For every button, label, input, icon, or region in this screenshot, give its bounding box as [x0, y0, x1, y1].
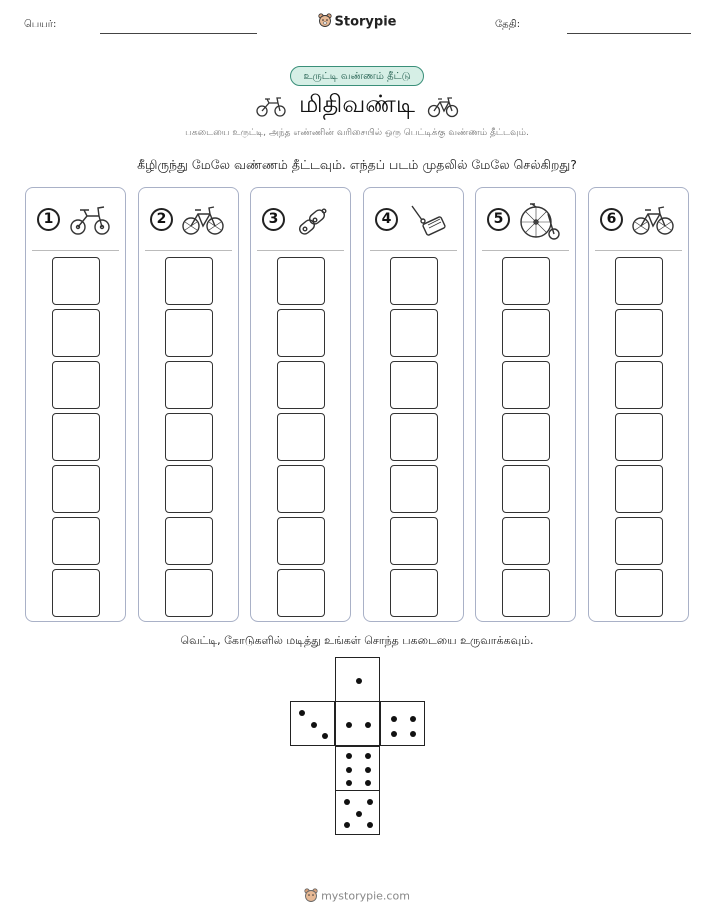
- color-box[interactable]: [165, 361, 213, 409]
- dice-pip: [356, 811, 362, 817]
- brand-logo: [0, 13, 714, 31]
- color-box[interactable]: [165, 517, 213, 565]
- color-box[interactable]: [390, 413, 438, 461]
- bicycle-icon: [631, 202, 675, 242]
- divider: [595, 250, 682, 251]
- dice-pip: [346, 767, 352, 773]
- dice-pip: [346, 780, 352, 786]
- penny-farthing-icon: [518, 202, 562, 246]
- color-box[interactable]: [277, 569, 325, 617]
- dice-pip: [367, 822, 373, 828]
- color-box[interactable]: [390, 465, 438, 513]
- dice-pip: [344, 822, 350, 828]
- color-box[interactable]: [52, 309, 100, 357]
- dice-pip: [344, 799, 350, 805]
- color-box[interactable]: [502, 465, 550, 513]
- color-box[interactable]: [52, 361, 100, 409]
- color-box[interactable]: [390, 361, 438, 409]
- dice-pip: [391, 716, 397, 722]
- column-6: [588, 187, 689, 622]
- color-box[interactable]: [502, 309, 550, 357]
- cut-instructions: வெட்டி, கோடுகளில் மடித்து உங்கள் சொந்த பகடையை உருவாக்கவும்.: [180, 634, 534, 647]
- name-label: பெயர்:: [24, 19, 57, 30]
- color-box[interactable]: [390, 309, 438, 357]
- color-box[interactable]: [52, 413, 100, 461]
- bicycle-icon: [427, 94, 459, 122]
- color-box[interactable]: [277, 309, 325, 357]
- color-box[interactable]: [277, 361, 325, 409]
- dice-pip: [346, 722, 352, 728]
- color-box[interactable]: [52, 569, 100, 617]
- color-box[interactable]: [502, 517, 550, 565]
- color-box[interactable]: [277, 413, 325, 461]
- bicycle-icon: [181, 202, 225, 242]
- dice-pip: [365, 722, 371, 728]
- dice-pip: [365, 767, 371, 773]
- dice-face-2: [335, 701, 380, 746]
- divider: [370, 250, 457, 251]
- dice-face-1: [335, 657, 380, 702]
- color-box[interactable]: [52, 465, 100, 513]
- dice-face-3: [290, 701, 335, 746]
- color-box[interactable]: [615, 257, 663, 305]
- column-5: [475, 187, 576, 622]
- instructions-text: பகடையை உருட்டி, அந்த எண்ணின் வரிசையில் ஒரு பெட்டிக்கு வண்ணம் தீட்டவும்.: [185, 128, 529, 138]
- divider: [482, 250, 569, 251]
- column-number: 4: [375, 208, 398, 231]
- color-box[interactable]: [502, 361, 550, 409]
- column-number: 6: [600, 208, 623, 231]
- bear-logo-icon: [318, 13, 332, 31]
- footer-url[interactable]: mystorypie.com: [321, 889, 410, 903]
- activity-badge: உருட்டி வண்ணம் தீட்டு: [290, 66, 424, 86]
- footer: [0, 888, 714, 905]
- color-box[interactable]: [165, 413, 213, 461]
- dice-pip: [299, 710, 305, 716]
- color-box[interactable]: [615, 517, 663, 565]
- divider: [32, 250, 119, 251]
- divider: [257, 250, 344, 251]
- page-title: மிதிவண்டி: [299, 90, 415, 118]
- balance-bike-icon: [68, 202, 112, 242]
- pedal-icon: [406, 202, 450, 242]
- column-number: 1: [37, 208, 60, 231]
- color-box[interactable]: [615, 361, 663, 409]
- color-box[interactable]: [390, 257, 438, 305]
- color-box[interactable]: [502, 257, 550, 305]
- dice-pip: [365, 780, 371, 786]
- dice-pip: [322, 733, 328, 739]
- color-box[interactable]: [52, 257, 100, 305]
- dice-pip: [365, 753, 371, 759]
- color-box[interactable]: [615, 569, 663, 617]
- color-box[interactable]: [615, 309, 663, 357]
- dice-pip: [410, 716, 416, 722]
- dice-pip: [356, 678, 362, 684]
- dice-face-4: [380, 701, 425, 746]
- color-box[interactable]: [277, 517, 325, 565]
- color-box[interactable]: [165, 569, 213, 617]
- color-box[interactable]: [277, 257, 325, 305]
- bike-chain-icon: [293, 202, 337, 242]
- question-text: கீழிருந்து மேலே வண்ணம் தீட்டவும். எந்தப் படம் முதலில் மேலே செல்கிறது?: [137, 157, 577, 172]
- column-3: [250, 187, 351, 622]
- color-box[interactable]: [165, 257, 213, 305]
- dice-pip: [346, 753, 352, 759]
- column-1: [25, 187, 126, 622]
- dice-pip: [311, 722, 317, 728]
- column-number: 5: [487, 208, 510, 231]
- dice-pip: [391, 731, 397, 737]
- date-label: தேதி:: [495, 19, 521, 30]
- color-box[interactable]: [502, 413, 550, 461]
- name-line[interactable]: [100, 33, 257, 34]
- bear-logo-icon: [304, 888, 318, 905]
- color-box[interactable]: [615, 413, 663, 461]
- color-box[interactable]: [502, 569, 550, 617]
- dice-pip: [367, 799, 373, 805]
- column-number: 3: [262, 208, 285, 231]
- color-box[interactable]: [165, 309, 213, 357]
- brand-name: Storypie: [334, 14, 397, 30]
- date-line[interactable]: [567, 33, 691, 34]
- dice-pip: [410, 731, 416, 737]
- color-box[interactable]: [52, 517, 100, 565]
- color-box[interactable]: [615, 465, 663, 513]
- column-4: [363, 187, 464, 622]
- dice-face-5: [335, 790, 380, 835]
- divider: [145, 250, 232, 251]
- dice-face-6: [335, 746, 380, 791]
- column-2: [138, 187, 239, 622]
- color-box[interactable]: [390, 517, 438, 565]
- color-box[interactable]: [277, 465, 325, 513]
- column-number: 2: [150, 208, 173, 231]
- color-box[interactable]: [165, 465, 213, 513]
- color-box[interactable]: [390, 569, 438, 617]
